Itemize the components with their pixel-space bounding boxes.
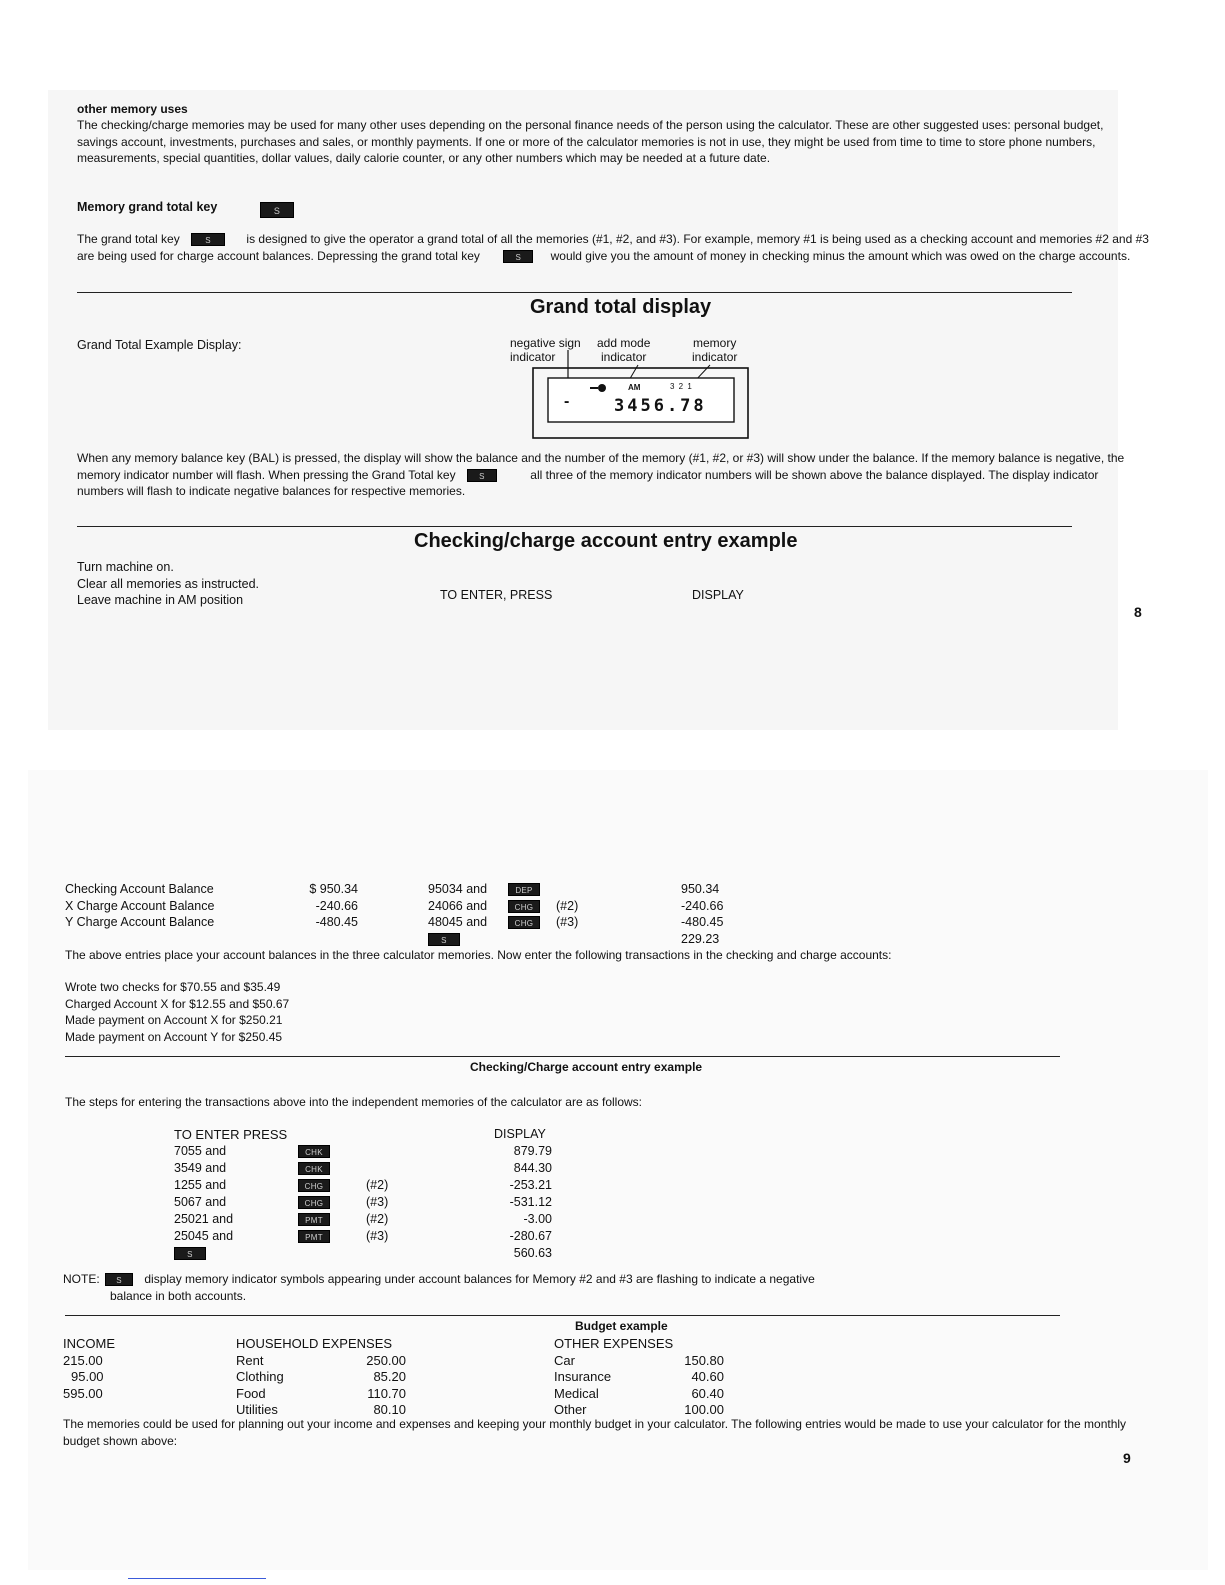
chg-key-icon: CHG [298,1179,330,1192]
balance-amount: $ 950.34 [309,882,358,896]
step-final-row [174,1245,594,1262]
note-text-2: balance in both accounts. [110,1289,247,1303]
household-item: Clothing [236,1369,284,1384]
lcd-minus-sign: - [564,393,570,410]
grand-display-body-part2: all three of the memory indicator numbers will be shown above the balance displayed. The display indicator numbers will flash to indicate negative balances for respective memories. [77,467,1099,498]
balance-row [65,898,1065,915]
step-memory: (#3) [366,1229,389,1243]
step-display: -531.12 [509,1195,552,1209]
balance-label: X Charge Account Balance [65,898,215,913]
step-enter: 25045 and [174,1229,234,1243]
steps-header-row [174,1126,594,1143]
balance-amount: -480.45 [315,915,358,929]
balance-row [65,914,1065,931]
household-amount: 85.20 [373,1369,406,1384]
balance-memory: (#3) [556,915,579,929]
step-final-display: 560.63 [513,1246,552,1260]
other-header: OTHER EXPENSES [554,1336,674,1351]
grand-total-key-icon: S [260,202,294,218]
step-enter: 5067 and [174,1195,227,1209]
balance-label: Y Charge Account Balance [65,915,215,929]
balance-enter: 48045 and [428,915,488,929]
other-amount: 100.00 [684,1402,724,1417]
transactions-list [65,979,289,1045]
step-memory: (#2) [366,1212,389,1226]
pmt-key-icon: PMT [298,1230,330,1243]
steps-col-display: DISPLAY [494,1127,546,1141]
step-display: -280.67 [509,1229,552,1243]
chg-key-icon: CHG [508,916,540,929]
household-amount: 110.70 [367,1385,406,1401]
link-underline [128,1578,266,1579]
steps-text: The steps for entering the transactions above into the independent memories of the calculator are as follows: [65,1095,642,1109]
other-item: Insurance [554,1369,612,1384]
balance-amount: -240.66 [315,898,358,913]
page-number-8: 8 [1134,604,1142,620]
grand-key-body-part2: is designed to give the operator a grand total of all the memories (#1, #2, and #3). For example, memory #1 is being used as a checking account and memories #2 and #3 are being used for charge account balances. Depressing the grand total key [77,232,1149,263]
grand-total-key-icon: S [174,1247,206,1260]
steps-col-enter: TO ENTER PRESS [174,1127,288,1142]
step-row [174,1143,594,1160]
balance-total-display: 229.23 [681,931,720,946]
household-row [236,1353,416,1370]
other-amount: 60.40 [691,1385,724,1401]
step-row [174,1160,594,1177]
balance-total-row [65,931,1065,948]
add-mode-label: add mode indicator [597,336,651,364]
other-row [554,1386,734,1403]
other-item: Other [554,1402,587,1417]
note-prefix: NOTE: [63,1272,100,1286]
budget-closing: The memories could be used for planning out your income and expenses and keeping your monthly budget in your calculator. The following entries would be made to use your calculator for the monthly budget shown above: [63,1417,1127,1448]
income-item: 215.00 [63,1352,103,1368]
step-memory: (#3) [366,1195,389,1209]
checking-example-heading: Checking/charge account entry example [414,530,798,552]
balance-memory: (#2) [556,898,579,913]
grand-total-key-icon: S [105,1273,133,1286]
memory-indicator-label: memory indicator [692,336,738,364]
other-amount: 150.80 [684,1352,724,1368]
other-item: Medical [554,1385,599,1401]
other-item: Car [554,1352,575,1368]
divider-3 [65,1056,1060,1057]
balance-row [65,881,1065,898]
grand-key-body-part3: would give you the amount of money in checking minus the amount which was owed on the charge accounts. [550,248,1131,263]
other-expenses-column [554,1336,734,1419]
lcd-mode-text: AM [628,383,641,392]
chk-key-icon: CHK [298,1162,330,1175]
income-column [63,1336,115,1402]
lcd-value: 3456.78 [614,396,707,416]
household-column [236,1336,416,1419]
checking-step-2: Clear all memories as instructed. [77,576,260,591]
step-row [174,1211,594,1228]
step-enter: 7055 and [174,1144,227,1158]
household-row [236,1386,416,1403]
grand-display-example-label: Grand Total Example Display: [77,338,242,352]
checking-steps [77,559,259,609]
step-memory: (#2) [366,1178,389,1192]
divider-1 [77,292,1072,293]
steps-table [174,1126,594,1262]
other-row [554,1369,734,1386]
budget-heading: Budget example [575,1319,668,1333]
other-amount: 40.60 [691,1369,724,1384]
page-number-9: 9 [1123,1450,1131,1466]
step-row [174,1194,594,1211]
balance-enter: 24066 and [428,898,488,913]
income-item: 595.00 [63,1385,103,1401]
dep-key-icon: DEP [508,883,540,896]
household-item: Rent [236,1352,264,1368]
step-display: 879.79 [513,1144,552,1158]
household-item: Utilities [236,1402,278,1417]
income-item: 95.00 [71,1369,104,1384]
chk-key-icon: CHK [298,1145,330,1158]
step-row [174,1228,594,1245]
other-uses-heading: other memory uses [77,102,188,116]
lcd-memory-numbers: 3 2 1 [670,382,693,391]
grand-display-heading: Grand total display [530,296,712,318]
checking-step-1: Turn machine on. [77,560,174,574]
pmt-key-icon: PMT [298,1213,330,1226]
col-enter-press: TO ENTER, PRESS [440,588,553,602]
grand-total-key-icon-inline-2: S [503,250,533,263]
grand-total-key-icon-inline: S [191,233,225,246]
transaction-item: Made payment on Account Y for $250.45 [65,1029,283,1044]
note [63,1271,1163,1288]
grand-display-body-part1: When any memory balance key (BAL) is pressed, the display will show the balance and the number of the memory (#1, #2, or #3) will show under the balance. If the memory balance is negative, the memory indicator number will flash. When pressing the Grand Total key [77,451,1125,482]
entry-example-subheading: Checking/Charge account entry example [470,1060,703,1074]
household-header: HOUSEHOLD EXPENSES [236,1336,393,1351]
transaction-item: Charged Account X for $12.55 and $50.67 [65,996,290,1011]
household-row [236,1369,416,1386]
grand-display-body [77,450,1137,500]
step-display: -3.00 [523,1212,552,1226]
household-amount: 80.10 [373,1402,406,1417]
step-enter: 25021 and [174,1212,234,1226]
chg-key-icon: CHG [508,900,540,913]
col-display: DISPLAY [692,588,744,602]
other-row [554,1353,734,1370]
grand-total-key-icon-inline-3: S [467,469,497,482]
step-enter: 1255 and [174,1178,227,1192]
balance-display: 950.34 [681,882,720,896]
grand-total-key-icon: S [428,933,460,946]
other-uses-body: The checking/charge memories may be used for many other uses depending on the personal finance needs of the person using the calculator. These are other suggested uses: personal budget, savings account, investments, purchases and sales, or monthly payments. If one or more of the calculator memories is not in use, they might be used from time to time to store phone numbers, measurements, special quantities, dollar values, daily calorie counter, or any other numbers which may be needed at a future date. [77,118,1104,165]
step-display: -253.21 [509,1178,552,1192]
grand-key-body-part1: The grand total key [77,232,180,246]
balance-enter: 95034 and [428,882,488,896]
balance-display: -240.66 [681,898,724,913]
transaction-item: Made payment on Account X for $250.21 [65,1013,283,1027]
negative-sign-label: negative sign indicator [510,336,581,364]
transaction-item: Wrote two checks for $70.55 and $35.49 [65,980,281,994]
balances-table [65,881,1065,947]
step-display: 844.30 [513,1161,552,1175]
step-enter: 3549 and [174,1161,227,1175]
divider-2 [77,526,1072,527]
balance-display: -480.45 [681,915,724,929]
household-item: Food [236,1385,266,1401]
income-header: INCOME [63,1336,115,1351]
grand-key-heading: Memory grand total key [77,200,218,214]
chg-key-icon: CHG [298,1196,330,1209]
divider-4 [65,1315,1060,1316]
entries-text: The above entries place your account balances in the three calculator memories. Now enter the following transactions in the checking and charge accounts: [65,948,892,962]
grand-key-body [77,231,1162,264]
household-amount: 250.00 [366,1352,406,1368]
balance-label: Checking Account Balance [65,882,214,896]
step-row [174,1177,594,1194]
checking-step-3: Leave machine in AM position [77,593,244,607]
note-text-1: display memory indicator symbols appearing under account balances for Memory #2 and #3 are flashing to indicate a negative [144,1272,815,1286]
